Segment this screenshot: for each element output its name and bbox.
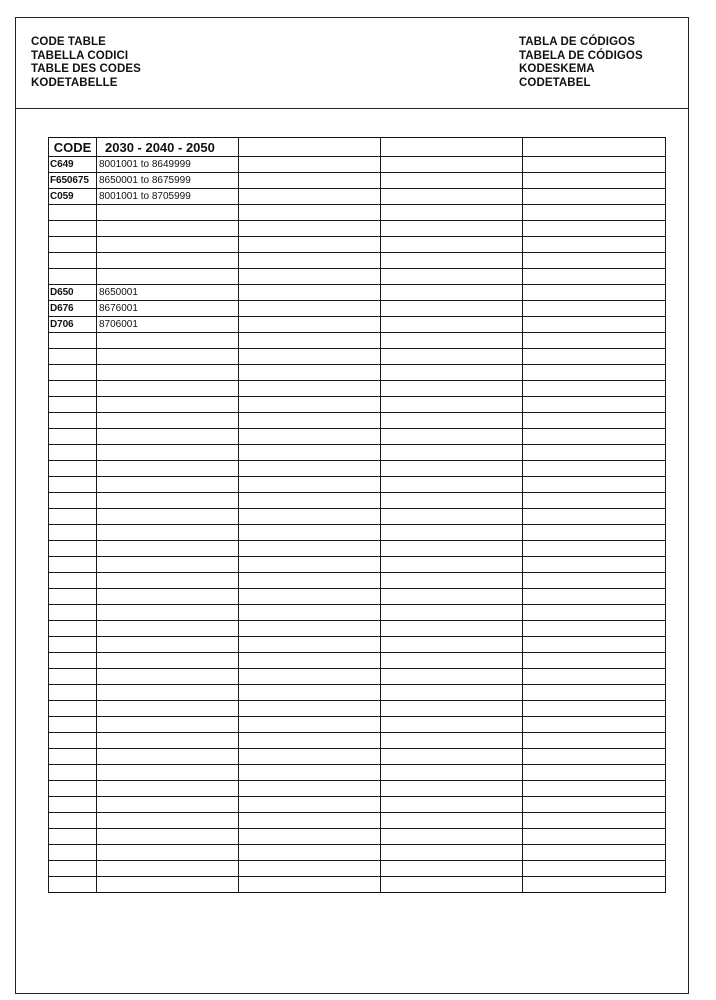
title-nl: CODETABEL	[519, 76, 591, 89]
empty-cell	[523, 589, 666, 605]
empty-cell	[239, 877, 381, 893]
table-row	[49, 669, 666, 685]
empty-cell	[381, 765, 523, 781]
empty-cell	[239, 253, 381, 269]
code-cell	[49, 413, 97, 429]
empty-cell	[523, 717, 666, 733]
table-row	[49, 221, 666, 237]
range-cell	[97, 397, 239, 413]
table-row	[49, 765, 666, 781]
code-cell: D676	[49, 301, 97, 317]
range-cell	[97, 685, 239, 701]
table-header-row	[49, 138, 666, 157]
table-row	[49, 317, 666, 333]
title-block-right	[519, 36, 643, 90]
empty-cell	[381, 429, 523, 445]
empty-cell	[523, 749, 666, 765]
empty-cell	[381, 477, 523, 493]
range-cell	[97, 381, 239, 397]
code-cell: D650	[49, 285, 97, 301]
empty-cell	[381, 381, 523, 397]
range-cell	[97, 845, 239, 861]
empty-cell	[381, 701, 523, 717]
table-row	[49, 717, 666, 733]
empty-cell	[239, 189, 381, 205]
table-row	[49, 381, 666, 397]
page-frame	[15, 17, 689, 994]
range-cell	[97, 701, 239, 717]
table-row	[49, 733, 666, 749]
empty-cell	[239, 205, 381, 221]
empty-cell	[381, 685, 523, 701]
empty-cell	[523, 189, 666, 205]
range-cell	[97, 445, 239, 461]
range-cell	[97, 733, 239, 749]
empty-cell	[239, 461, 381, 477]
empty-cell	[239, 317, 381, 333]
empty-cell	[239, 749, 381, 765]
empty-cell	[523, 653, 666, 669]
code-cell	[49, 221, 97, 237]
code-cell	[49, 621, 97, 637]
range-cell	[97, 861, 239, 877]
range-cell	[97, 669, 239, 685]
range-cell	[97, 541, 239, 557]
code-cell	[49, 701, 97, 717]
code-cell	[49, 445, 97, 461]
range-cell	[97, 461, 239, 477]
empty-cell	[239, 349, 381, 365]
empty-cell	[523, 781, 666, 797]
range-cell	[97, 493, 239, 509]
table-row	[49, 301, 666, 317]
code-cell	[49, 605, 97, 621]
empty-cell	[381, 333, 523, 349]
range-cell	[97, 269, 239, 285]
empty-cell	[523, 445, 666, 461]
table-row	[49, 157, 666, 173]
range-cell	[97, 509, 239, 525]
empty-cell	[381, 365, 523, 381]
table-row	[49, 365, 666, 381]
table-row	[49, 605, 666, 621]
code-cell	[49, 477, 97, 493]
empty-cell	[239, 829, 381, 845]
code-cell	[49, 781, 97, 797]
empty-cell	[239, 413, 381, 429]
empty-cell	[381, 157, 523, 173]
table-row	[49, 589, 666, 605]
range-cell	[97, 813, 239, 829]
table-row	[49, 397, 666, 413]
empty-cell	[239, 669, 381, 685]
title-de: KODETABELLE	[31, 76, 118, 89]
empty-cell	[239, 477, 381, 493]
column-header-4	[381, 138, 523, 157]
code-cell	[49, 861, 97, 877]
table-row	[49, 621, 666, 637]
range-cell: 8650001	[97, 285, 239, 301]
empty-cell	[239, 685, 381, 701]
table-row	[49, 525, 666, 541]
empty-cell	[381, 173, 523, 189]
empty-cell	[523, 493, 666, 509]
range-cell	[97, 333, 239, 349]
table-row	[49, 333, 666, 349]
code-cell: F650675	[49, 173, 97, 189]
empty-cell	[381, 557, 523, 573]
table-row	[49, 477, 666, 493]
table-row	[49, 413, 666, 429]
empty-cell	[239, 605, 381, 621]
empty-cell	[523, 701, 666, 717]
empty-cell	[381, 749, 523, 765]
table-row	[49, 173, 666, 189]
column-header-years: 2030 - 2040 - 2050	[97, 138, 239, 157]
empty-cell	[239, 637, 381, 653]
empty-cell	[523, 157, 666, 173]
empty-cell	[239, 845, 381, 861]
empty-cell	[381, 269, 523, 285]
code-cell	[49, 237, 97, 253]
range-cell	[97, 589, 239, 605]
empty-cell	[239, 701, 381, 717]
empty-cell	[381, 205, 523, 221]
empty-cell	[523, 205, 666, 221]
code-cell	[49, 525, 97, 541]
empty-cell	[239, 621, 381, 637]
empty-cell	[523, 221, 666, 237]
code-cell	[49, 205, 97, 221]
empty-cell	[239, 365, 381, 381]
empty-cell	[523, 541, 666, 557]
code-cell	[49, 381, 97, 397]
empty-cell	[381, 413, 523, 429]
code-cell	[49, 541, 97, 557]
empty-cell	[523, 477, 666, 493]
range-cell	[97, 365, 239, 381]
range-cell: 8676001	[97, 301, 239, 317]
empty-cell	[381, 781, 523, 797]
code-cell	[49, 637, 97, 653]
empty-cell	[381, 877, 523, 893]
title-it: TABELLA CODICI	[31, 49, 129, 62]
empty-cell	[381, 589, 523, 605]
code-cell	[49, 749, 97, 765]
empty-cell	[239, 221, 381, 237]
code-table	[48, 137, 666, 893]
empty-cell	[523, 733, 666, 749]
code-cell	[49, 429, 97, 445]
range-cell	[97, 877, 239, 893]
code-cell	[49, 349, 97, 365]
empty-cell	[239, 797, 381, 813]
table-row	[49, 573, 666, 589]
table-row	[49, 877, 666, 893]
empty-cell	[381, 397, 523, 413]
code-cell	[49, 589, 97, 605]
empty-cell	[239, 653, 381, 669]
code-cell	[49, 765, 97, 781]
empty-cell	[239, 557, 381, 573]
range-cell	[97, 413, 239, 429]
range-cell	[97, 797, 239, 813]
empty-cell	[523, 605, 666, 621]
empty-cell	[523, 669, 666, 685]
empty-cell	[523, 173, 666, 189]
empty-cell	[381, 285, 523, 301]
range-cell: 8650001 to 8675999	[97, 173, 239, 189]
column-header-3	[239, 138, 381, 157]
code-cell	[49, 253, 97, 269]
empty-cell	[239, 285, 381, 301]
range-cell	[97, 781, 239, 797]
empty-cell	[239, 765, 381, 781]
code-cell	[49, 717, 97, 733]
table-row	[49, 429, 666, 445]
empty-cell	[381, 541, 523, 557]
range-cell	[97, 637, 239, 653]
empty-cell	[381, 221, 523, 237]
range-cell	[97, 253, 239, 269]
table-row	[49, 749, 666, 765]
range-cell: 8001001 to 8705999	[97, 189, 239, 205]
empty-cell	[523, 845, 666, 861]
empty-cell	[239, 173, 381, 189]
table-row	[49, 237, 666, 253]
empty-cell	[381, 237, 523, 253]
code-cell	[49, 509, 97, 525]
table-row	[49, 541, 666, 557]
empty-cell	[381, 653, 523, 669]
title-en: CODE TABLE	[31, 36, 106, 48]
table-row	[49, 797, 666, 813]
column-header-code: CODE	[49, 138, 97, 157]
table-row	[49, 845, 666, 861]
empty-cell	[239, 509, 381, 525]
range-cell	[97, 621, 239, 637]
empty-cell	[239, 589, 381, 605]
empty-cell	[239, 781, 381, 797]
code-cell	[49, 365, 97, 381]
empty-cell	[523, 253, 666, 269]
empty-cell	[381, 845, 523, 861]
range-cell: 8001001 to 8649999	[97, 157, 239, 173]
code-cell	[49, 397, 97, 413]
range-cell	[97, 429, 239, 445]
empty-cell	[523, 813, 666, 829]
range-cell	[97, 605, 239, 621]
table-row	[49, 509, 666, 525]
range-cell	[97, 221, 239, 237]
range-cell	[97, 349, 239, 365]
empty-cell	[381, 317, 523, 333]
range-cell	[97, 477, 239, 493]
table-row	[49, 189, 666, 205]
range-cell	[97, 829, 239, 845]
table-row	[49, 461, 666, 477]
table-row	[49, 829, 666, 845]
empty-cell	[239, 733, 381, 749]
empty-cell	[239, 493, 381, 509]
table-body	[49, 157, 666, 893]
empty-cell	[239, 861, 381, 877]
table-row	[49, 701, 666, 717]
empty-cell	[239, 301, 381, 317]
empty-cell	[381, 509, 523, 525]
empty-cell	[523, 829, 666, 845]
table-row	[49, 269, 666, 285]
code-cell	[49, 653, 97, 669]
empty-cell	[523, 397, 666, 413]
range-cell	[97, 557, 239, 573]
table-row	[49, 653, 666, 669]
title-da: KODESKEMA	[519, 63, 595, 75]
empty-cell	[381, 573, 523, 589]
empty-cell	[239, 237, 381, 253]
empty-cell	[523, 557, 666, 573]
empty-cell	[381, 349, 523, 365]
empty-cell	[523, 797, 666, 813]
table-row	[49, 445, 666, 461]
empty-cell	[239, 157, 381, 173]
empty-cell	[523, 429, 666, 445]
empty-cell	[523, 413, 666, 429]
table-row	[49, 861, 666, 877]
empty-cell	[523, 765, 666, 781]
empty-cell	[381, 189, 523, 205]
empty-cell	[381, 605, 523, 621]
empty-cell	[381, 717, 523, 733]
code-cell	[49, 733, 97, 749]
empty-cell	[381, 253, 523, 269]
empty-cell	[523, 877, 666, 893]
empty-cell	[239, 333, 381, 349]
empty-cell	[239, 573, 381, 589]
empty-cell	[381, 621, 523, 637]
empty-cell	[523, 365, 666, 381]
code-cell	[49, 333, 97, 349]
code-cell: C059	[49, 189, 97, 205]
empty-cell	[239, 717, 381, 733]
code-cell	[49, 269, 97, 285]
code-cell	[49, 845, 97, 861]
code-cell	[49, 813, 97, 829]
code-cell	[49, 829, 97, 845]
empty-cell	[523, 621, 666, 637]
range-cell	[97, 765, 239, 781]
table-row	[49, 205, 666, 221]
code-cell	[49, 573, 97, 589]
empty-cell	[523, 381, 666, 397]
empty-cell	[523, 509, 666, 525]
range-cell	[97, 237, 239, 253]
empty-cell	[381, 301, 523, 317]
empty-cell	[381, 733, 523, 749]
empty-cell	[523, 461, 666, 477]
empty-cell	[523, 525, 666, 541]
code-cell	[49, 461, 97, 477]
empty-cell	[523, 237, 666, 253]
code-cell	[49, 493, 97, 509]
range-cell	[97, 525, 239, 541]
title-fr: TABLE DES CODES	[31, 63, 141, 75]
empty-cell	[239, 429, 381, 445]
empty-cell	[381, 525, 523, 541]
empty-cell	[523, 301, 666, 317]
empty-cell	[523, 685, 666, 701]
range-cell	[97, 573, 239, 589]
empty-cell	[523, 349, 666, 365]
code-cell	[49, 797, 97, 813]
code-cell: C649	[49, 157, 97, 173]
column-header-5	[523, 138, 666, 157]
code-cell	[49, 669, 97, 685]
empty-cell	[381, 493, 523, 509]
code-cell	[49, 877, 97, 893]
empty-cell	[523, 317, 666, 333]
header	[16, 18, 688, 109]
empty-cell	[239, 397, 381, 413]
empty-cell	[381, 829, 523, 845]
empty-cell	[523, 269, 666, 285]
empty-cell	[523, 333, 666, 349]
title-pt: TABELA DE CÓDIGOS	[519, 49, 643, 62]
empty-cell	[239, 813, 381, 829]
title-block-left	[31, 36, 141, 90]
code-cell: D706	[49, 317, 97, 333]
empty-cell	[523, 573, 666, 589]
empty-cell	[239, 381, 381, 397]
title-es: TABLA DE CÓDIGOS	[519, 36, 635, 48]
empty-cell	[381, 813, 523, 829]
empty-cell	[239, 525, 381, 541]
table-row	[49, 349, 666, 365]
empty-cell	[381, 861, 523, 877]
empty-cell	[239, 269, 381, 285]
empty-cell	[381, 669, 523, 685]
empty-cell	[239, 445, 381, 461]
table-row	[49, 285, 666, 301]
table-row	[49, 813, 666, 829]
empty-cell	[523, 285, 666, 301]
table-row	[49, 781, 666, 797]
empty-cell	[381, 637, 523, 653]
empty-cell	[381, 461, 523, 477]
table-row	[49, 493, 666, 509]
table-row	[49, 637, 666, 653]
range-cell	[97, 749, 239, 765]
table-row	[49, 557, 666, 573]
range-cell	[97, 205, 239, 221]
range-cell	[97, 717, 239, 733]
code-cell	[49, 557, 97, 573]
empty-cell	[523, 637, 666, 653]
range-cell: 8706001	[97, 317, 239, 333]
empty-cell	[381, 797, 523, 813]
range-cell	[97, 653, 239, 669]
table-row	[49, 685, 666, 701]
empty-cell	[523, 861, 666, 877]
empty-cell	[381, 445, 523, 461]
empty-cell	[239, 541, 381, 557]
table-row	[49, 253, 666, 269]
code-cell	[49, 685, 97, 701]
